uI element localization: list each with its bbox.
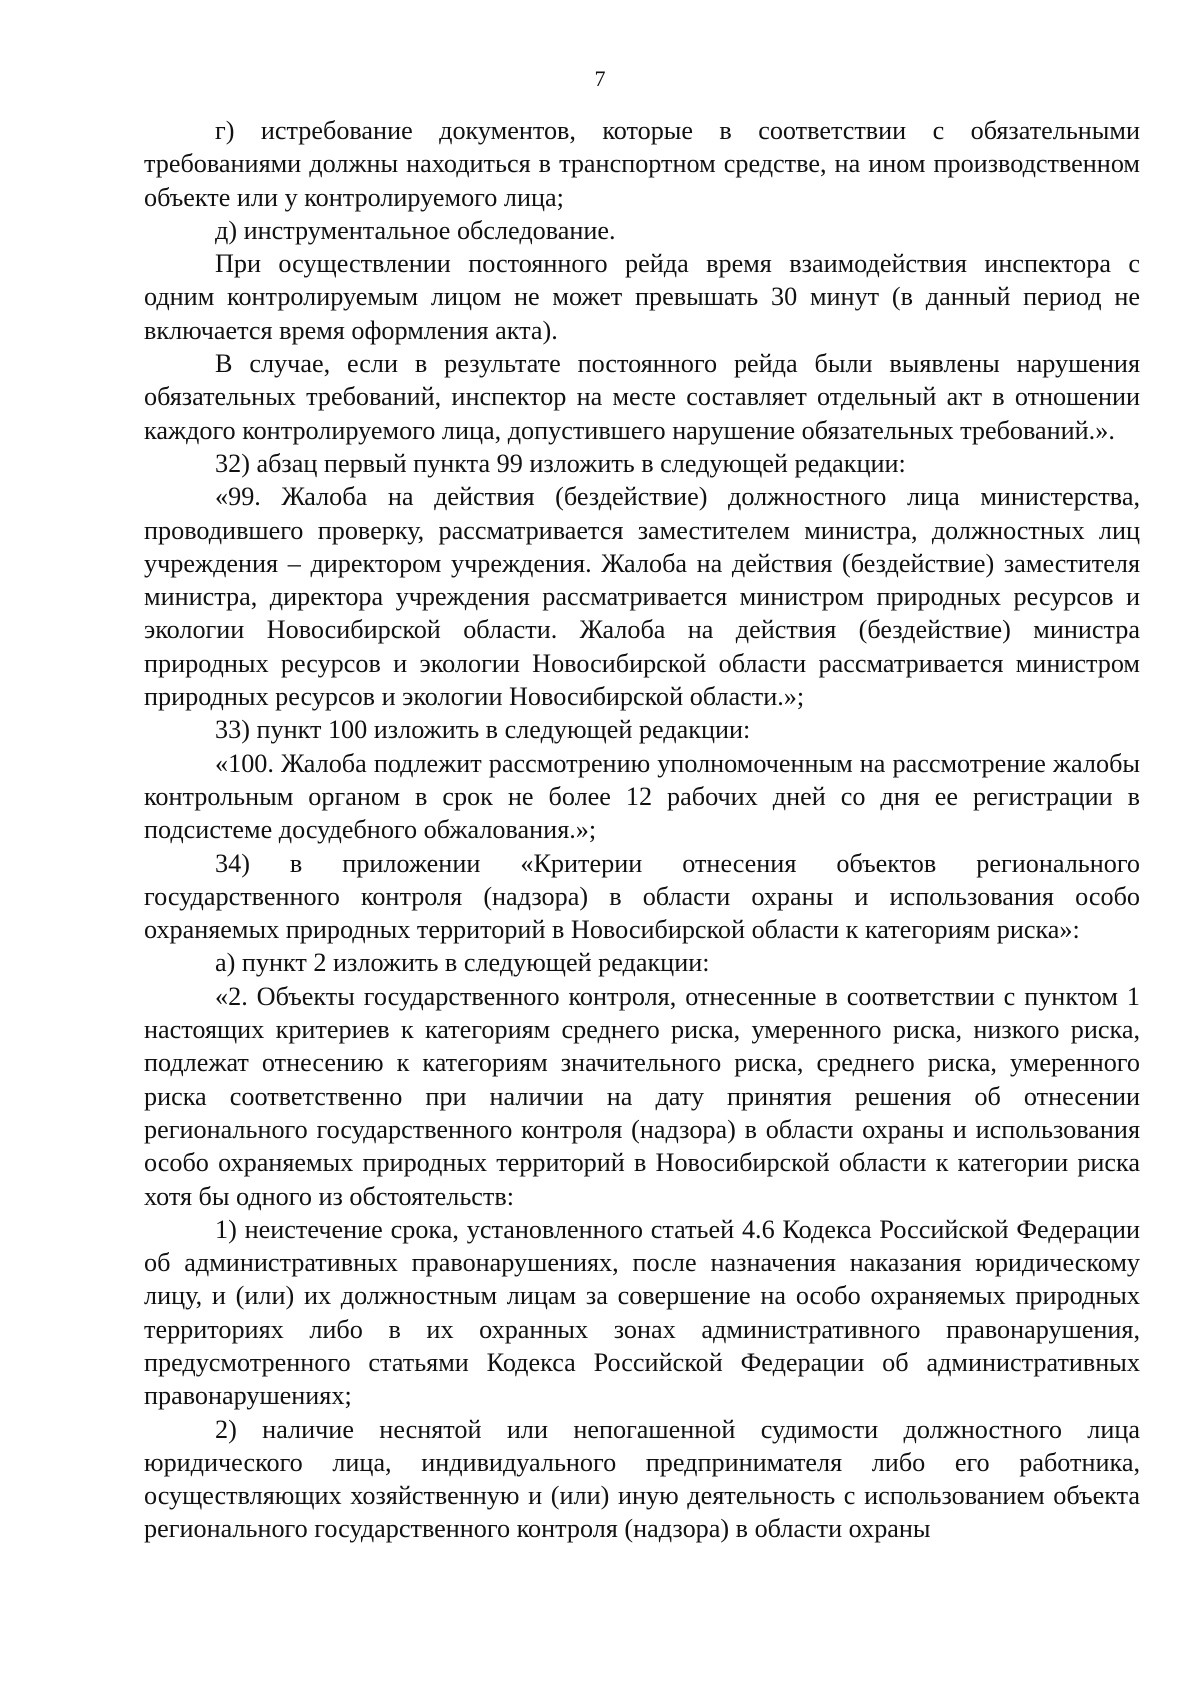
paragraph-circumstance-1: 1) неистечение срока, установленного статьей 4.6 Кодекса Российской Федерации об административных правонарушениях, после назначения наказания юридическому лицу, и (или) их должностным лицам за совершение на особо охраняемых природных территориях либо в их охранных зонах административного правонарушения, предусмотренного статьями Кодекса Российской Федерации об административных правонарушениях; <box>144 1214 1140 1411</box>
paragraph-item-g: г) истребование документов, которые в соответствии с обязательными требованиями должны находиться в транспортном средстве, на ином производственном объекте или у контролируемого лица; <box>144 116 1140 212</box>
paragraph-amendment-32: 32) абзац первый пункта 99 изложить в следующей редакции: <box>215 448 906 478</box>
paragraph-circumstance-2: 2) наличие неснятой или непогашенной судимости должностного лица юридического лица, индивидуального предпринимателя либо его работника, осуществляющих хозяйственную и (или) иную деятельность с использованием объекта регионального государственного контроля (надзора) в области охраны <box>144 1414 1140 1544</box>
paragraph-clause-100: «100. Жалоба подлежит рассмотрению уполномоченным на рассмотрение жалобы контрольным органом в срок не более 12 рабочих дней со дня ее регистрации в подсистеме досудебного обжалования.»; <box>144 748 1140 845</box>
paragraph-clause-99: «99. Жалоба на действия (бездействие) должностного лица министерства, проводившего проверку, рассматривается заместителем министра, должностных лиц учреждения – директором учреждения. Жалоба на действия (бездействие) заместителя министра, директора учреждения рассматривается министром природных ресурсов и экологии Новосибирской области. Жалоба на действия (бездействие) министра природных ресурсов и экологии Новосибирской области рассматривается министром природных ресурсов и экологии Новосибирской области.»; <box>144 482 1140 712</box>
document-body <box>144 114 1140 1546</box>
paragraph-raid-time-limit: При осуществлении постоянного рейда время взаимодействия инспектора с одним контролируемым лицом не может превышать 30 минут (в данный период не включается время оформления акта). <box>144 249 1140 345</box>
page-number: 7 <box>594 66 606 91</box>
paragraph-clause-2: «2. Объекты государственного контроля, отнесенные в соответствии с пунктом 1 настоящих критериев к категориям среднего риска, умеренного риска, низкого риска, подлежат отнесению к категориям значительного риска, среднего риска, умеренного риска соответственно при наличии на дату принятия решения об отнесении регионального государственного контроля (надзора) в области охраны и использования особо охраняемых природных территорий в Новосибирской области к категории риска хотя бы одного из обстоятельств: <box>144 981 1140 1211</box>
paragraph-subitem-a: а) пункт 2 изложить в следующей редакции: <box>215 948 710 978</box>
paragraph-item-d: д) инструментальное обследование. <box>215 215 616 245</box>
paragraph-raid-violations: В случае, если в результате постоянного рейда были выявлены нарушения обязательных требований, инспектор на месте составляет отдельный акт в отношении каждого контролируемого лица, допустившего нарушение обязательных требований.». <box>144 349 1140 445</box>
paragraph-amendment-33: 33) пункт 100 изложить в следующей редакции: <box>215 715 751 745</box>
paragraph-amendment-34: 34) в приложении «Критерии отнесения объектов регионального государственного контроля (надзора) в области охраны и использования особо охраняемых природных территорий в Новосибирской области к категориям риска»: <box>144 848 1140 945</box>
